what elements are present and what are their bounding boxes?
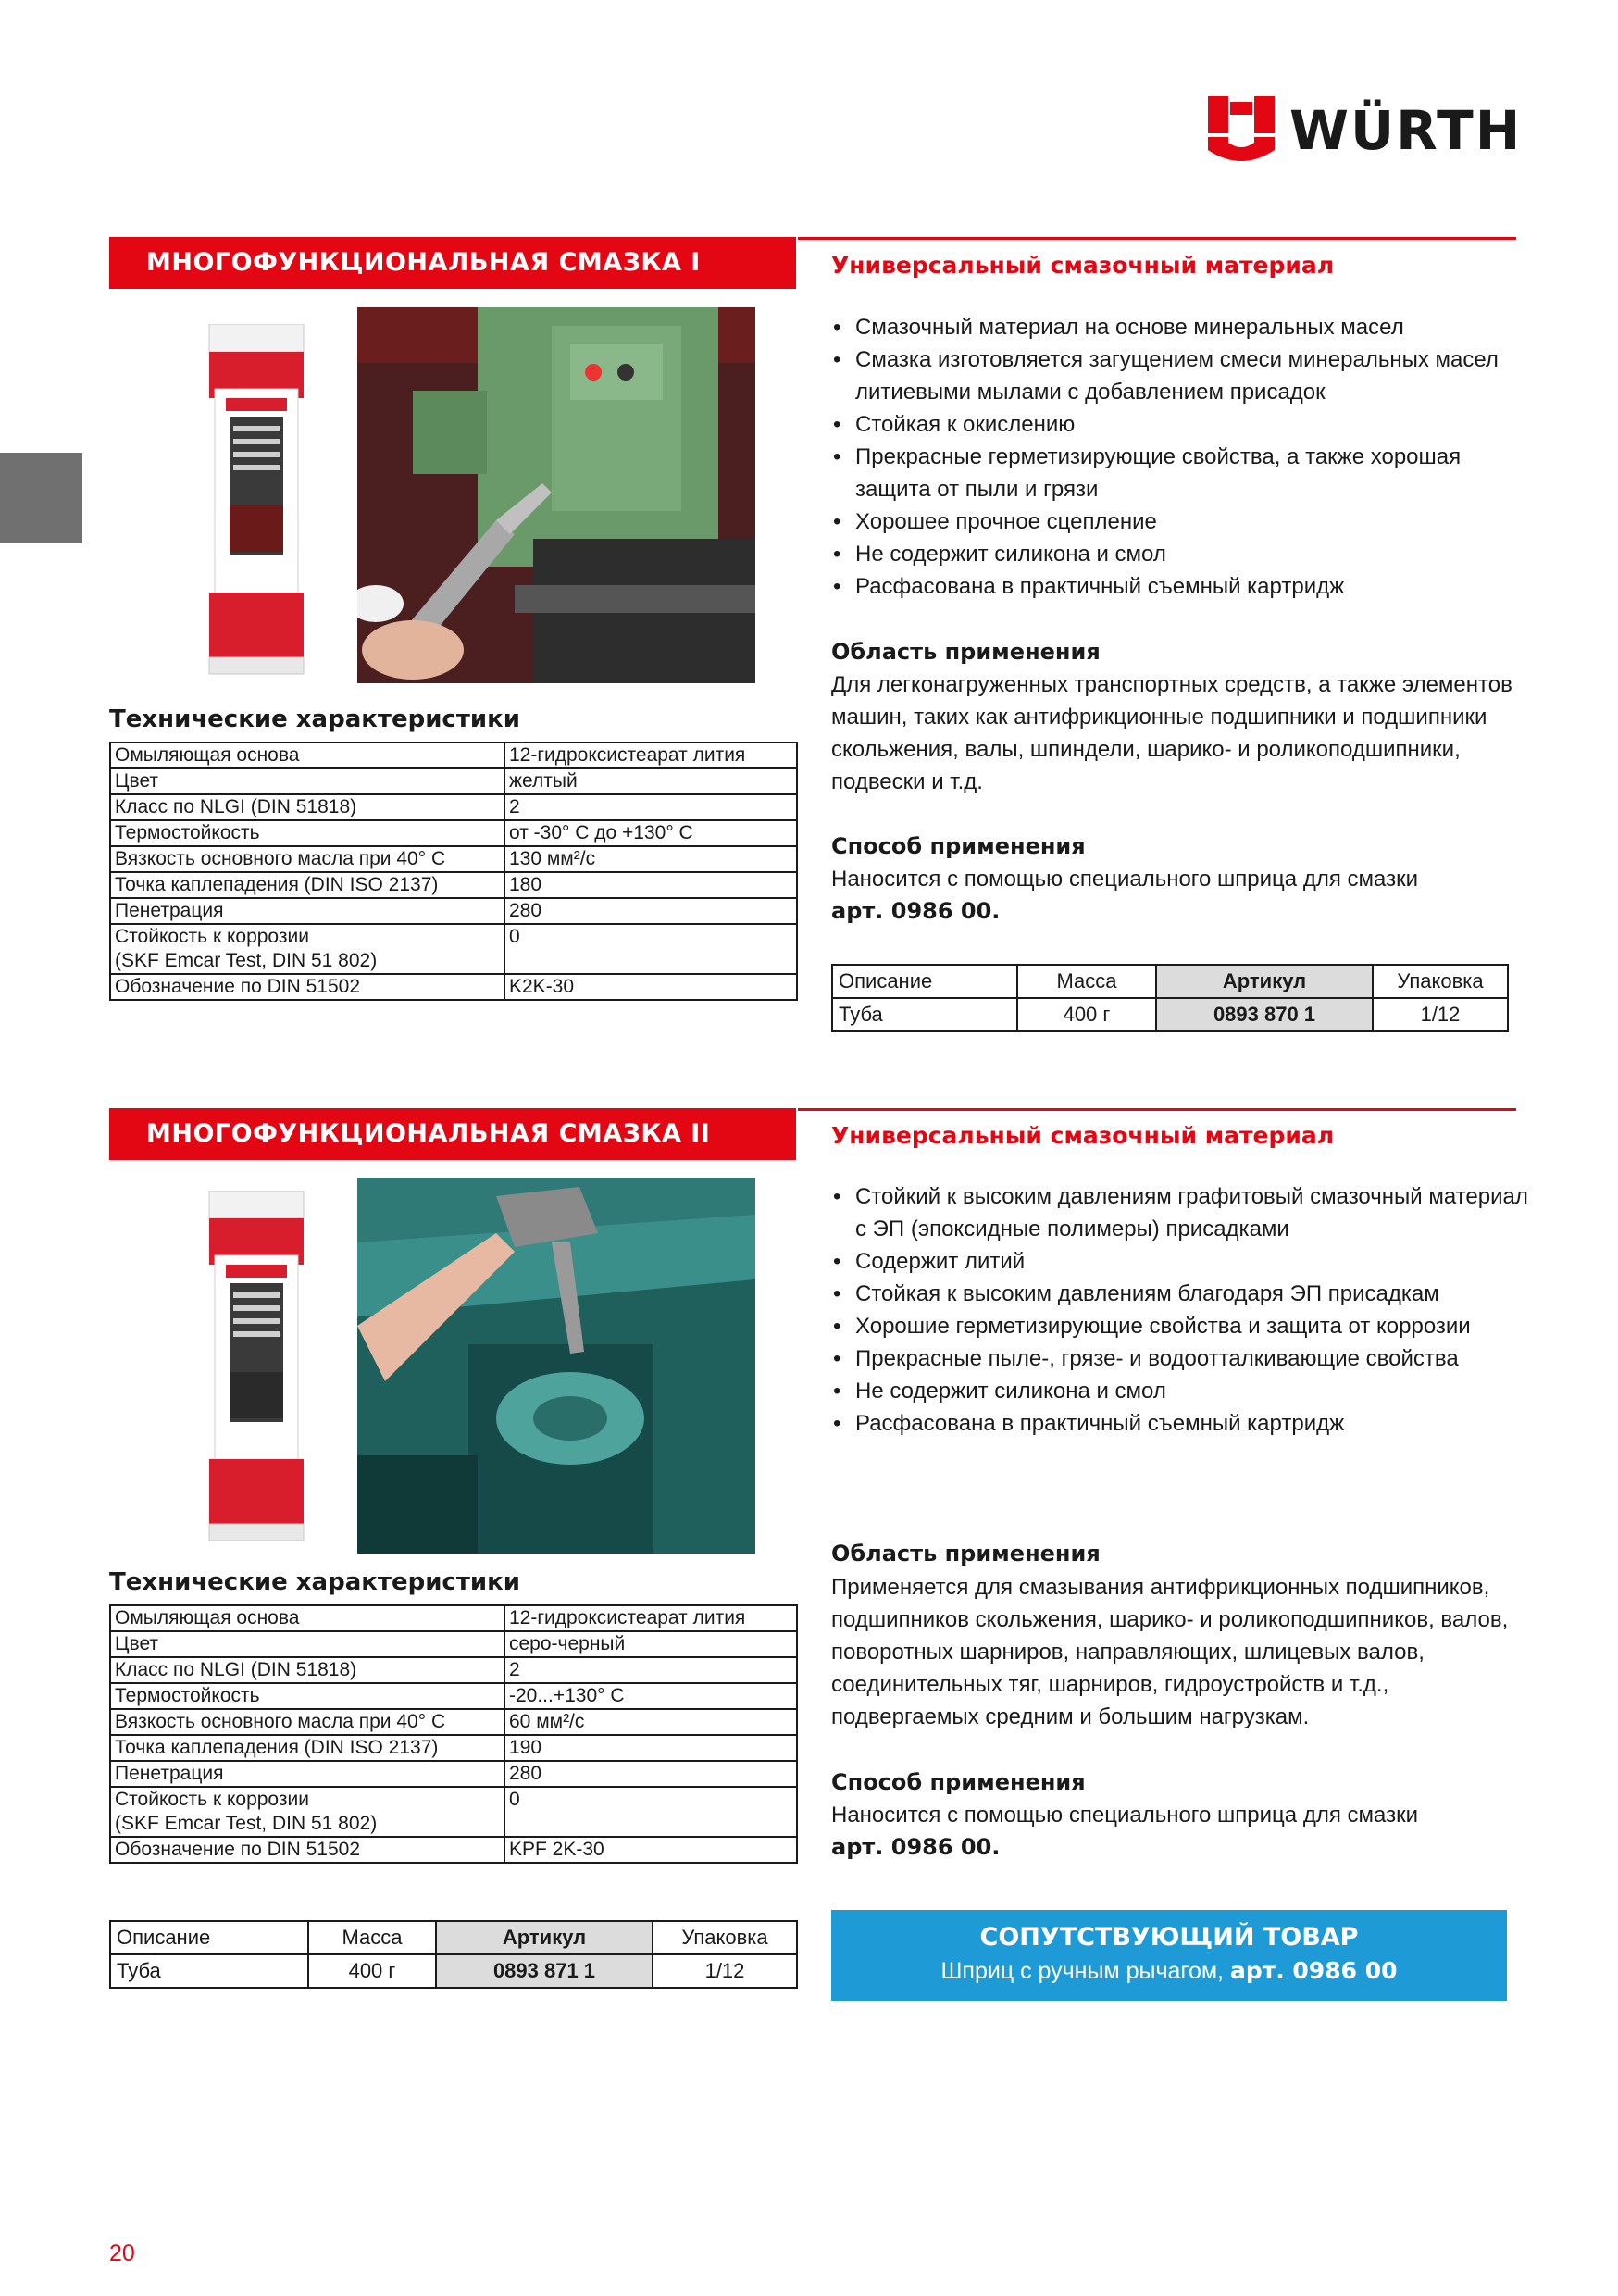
list-item: • Смазочный материал на основе минеральных масел <box>831 311 1535 343</box>
list-item: • Смазка изготовляется загущением смеси минеральных масел литиевыми мылами с добавлением присадок <box>831 343 1535 408</box>
list-item: • Расфасована в практичный съемный картридж <box>831 570 1535 603</box>
page-number: 20 <box>109 2240 135 2266</box>
order-article: 0893 871 1 <box>436 1954 653 1988</box>
order-header: Описание <box>832 965 1017 998</box>
spec-key: Обозначение по DIN 51502 <box>110 974 504 1000</box>
spec-key: Класс по NLGI (DIN 51818) <box>110 1657 504 1683</box>
spec-key: Пенетрация <box>110 898 504 924</box>
section2-features-list <box>831 1180 1535 1440</box>
spec-row <box>110 1657 797 1683</box>
list-item: • Прекрасные герметизирующие свойства, а также хорошая защита от пыли и грязи <box>831 441 1535 505</box>
section1-application-text: Для легконагруженных транспортных средств, а также элементов машин, таких как антифрикционные подшипники и подшипники скольжения, валы, шпиндели, шарико- и роликоподшипники, подвески и т.д. <box>831 672 1512 794</box>
spec-row <box>110 974 797 1000</box>
spec-row <box>110 1631 797 1657</box>
section1-title: МНОГОФУНКЦИОНАЛЬНАЯ СМАЗКА I <box>109 237 796 289</box>
spec-row <box>110 742 797 768</box>
wurth-logo <box>1208 96 1523 168</box>
list-item: • Содержит литий <box>831 1245 1535 1278</box>
spec-row <box>110 924 797 974</box>
order-header: Упаковка <box>1373 965 1508 998</box>
spec-row <box>110 1837 797 1863</box>
spec-key: Точка каплепадения (DIN ISO 2137) <box>110 1735 504 1761</box>
spec-row <box>110 768 797 794</box>
section2-rule <box>798 1108 1516 1111</box>
spec-value: 190 <box>504 1735 797 1761</box>
list-item: • Не содержит силикона и смол <box>831 538 1535 570</box>
spec-row <box>110 1787 797 1837</box>
order-header: Описание <box>110 1921 308 1954</box>
list-item: • Расфасована в практичный съемный картридж <box>831 1407 1535 1440</box>
order-header: Упаковка <box>653 1921 797 1954</box>
list-item: • Хорошие герметизирующие свойства и защита от коррозии <box>831 1310 1535 1342</box>
spec-value: 180 <box>504 872 797 898</box>
grease-tube-image <box>202 1191 311 1542</box>
spec-key: Термостойкость <box>110 820 504 846</box>
spec-key: Вязкость основного масла при 40° С <box>110 1709 504 1735</box>
spec-row <box>110 1683 797 1709</box>
order-cell: Туба <box>110 1954 308 1988</box>
list-item: • Не содержит силикона и смол <box>831 1375 1535 1407</box>
related-product-box <box>831 1910 1507 2001</box>
spec-row <box>110 820 797 846</box>
spec-key: Термостойкость <box>110 1683 504 1709</box>
spec-row <box>110 846 797 872</box>
spec-value: 12-гидроксистеарат лития <box>504 1605 797 1631</box>
order-cell: 400 г <box>308 1954 436 1988</box>
method-text: Наносится с помощью специального шприца для смазки <box>831 867 1418 892</box>
grease-tube-image <box>202 324 311 676</box>
related-text <box>831 1957 1507 1985</box>
method-article: арт. 0986 00. <box>831 1834 1001 1860</box>
related-description: Шприц с ручным рычагом, <box>940 1958 1224 1984</box>
list-item: • Стойкая к окислению <box>831 408 1535 441</box>
brand-name: WÜRTH <box>1289 99 1523 162</box>
section1-method-text <box>831 863 1535 928</box>
spec-key: Класс по NLGI (DIN 51818) <box>110 794 504 820</box>
order-header: Артикул <box>1156 965 1373 998</box>
spec-row <box>110 872 797 898</box>
order-header: Масса <box>308 1921 436 1954</box>
section2-application-heading: Область применения <box>831 1541 1101 1566</box>
table-row <box>832 998 1508 1031</box>
order-header: Масса <box>1017 965 1156 998</box>
section2-order-table <box>109 1920 798 1989</box>
spec-key: Вязкость основного масла при 40° С <box>110 846 504 872</box>
grease-gun-machine-photo <box>357 1178 755 1554</box>
spec-value: 130 мм²/с <box>504 846 797 872</box>
spec-key: Цвет <box>110 1631 504 1657</box>
spec-value: 280 <box>504 898 797 924</box>
wurth-logo-mark-icon <box>1208 96 1275 163</box>
spec-value: серо-черный <box>504 1631 797 1657</box>
spec-row <box>110 1709 797 1735</box>
spec-key: Омыляющая основа <box>110 1605 504 1631</box>
order-cell: 1/12 <box>653 1954 797 1988</box>
section2-application-text: Применяется для смазывания антифрикционных подшипников, подшипников скольжения, шарико- и роликоподшипников, валов, поворотных шарниров, направляющих, шлицевых валов, соединительных тяг, шарниров, гидроустройств и т.д., подвергаемых средним и большим нагрузкам. <box>831 1575 1509 1729</box>
section2-subtitle: Универсальный смазочный материал <box>831 1122 1335 1149</box>
list-item: • Хорошее прочное сцепление <box>831 505 1535 538</box>
order-cell: 400 г <box>1017 998 1156 1031</box>
section2-method-text <box>831 1799 1535 1864</box>
side-tab <box>0 453 82 543</box>
spec-value: 280 <box>504 1761 797 1787</box>
section2-method-heading: Способ применения <box>831 1769 1086 1795</box>
section2-title: МНОГОФУНКЦИОНАЛЬНАЯ СМАЗКА II <box>109 1108 796 1160</box>
order-cell: 1/12 <box>1373 998 1508 1031</box>
method-text: Наносится с помощью специального шприца для смазки <box>831 1803 1418 1828</box>
spec-row <box>110 794 797 820</box>
list-item: • Стойкая к высоким давлениям благодаря ЭП присадкам <box>831 1278 1535 1310</box>
list-item: • Прекрасные пыле-, грязе- и водоотталкивающие свойства <box>831 1342 1535 1375</box>
order-article: 0893 870 1 <box>1156 998 1373 1031</box>
section1-method-heading: Способ применения <box>831 833 1086 859</box>
spec-value: 12-гидроксистеарат лития <box>504 742 797 768</box>
spec-value: 2 <box>504 794 797 820</box>
spec-row <box>110 898 797 924</box>
spec-value: K2K-30 <box>504 974 797 1000</box>
spec-value: 0 <box>504 1787 797 1837</box>
spec-key: Стойкость к коррозии (SKF Emcar Test, DIN 51 802) <box>110 1787 504 1837</box>
table-header-row <box>110 1921 797 1954</box>
section1-rule <box>798 237 1516 240</box>
spec-row <box>110 1735 797 1761</box>
related-article: арт. 0986 00 <box>1229 1957 1398 1984</box>
spec-value: 60 мм²/с <box>504 1709 797 1735</box>
section1-order-table <box>831 964 1509 1032</box>
spec-key: Стойкость к коррозии (SKF Emcar Test, DIN 51 802) <box>110 924 504 974</box>
spec-row <box>110 1605 797 1631</box>
related-heading: СОПУТСТВУЮЩИЙ ТОВАР <box>979 1923 1359 1952</box>
section1-subtitle: Универсальный смазочный материал <box>831 252 1335 279</box>
spec-key: Пенетрация <box>110 1761 504 1787</box>
section1-application-heading: Область применения <box>831 639 1101 665</box>
spec-key: Цвет <box>110 768 504 794</box>
spec-value: от -30° С до +130° С <box>504 820 797 846</box>
spec-value: 2 <box>504 1657 797 1683</box>
table-header-row <box>832 965 1508 998</box>
spec-key: Точка каплепадения (DIN ISO 2137) <box>110 872 504 898</box>
spec-value: KPF 2K-30 <box>504 1837 797 1863</box>
method-article: арт. 0986 00. <box>831 898 1001 924</box>
section1-specs-title: Технические характеристики <box>109 705 520 733</box>
section1-features-list <box>831 311 1535 603</box>
section2-specs-table <box>109 1604 798 1864</box>
spec-value: -20...+130° С <box>504 1683 797 1709</box>
section1-specs-table <box>109 742 798 1001</box>
list-item: • Стойкий к высоким давлениям графитовый смазочный материал с ЭП (эпоксидные полимеры) присадками <box>831 1180 1535 1245</box>
grease-gun-machine-photo <box>357 307 755 683</box>
order-cell: Туба <box>832 998 1017 1031</box>
spec-value: 0 <box>504 924 797 974</box>
order-header: Артикул <box>436 1921 653 1954</box>
section2-specs-title: Технические характеристики <box>109 1568 520 1596</box>
spec-value: желтый <box>504 768 797 794</box>
spec-key: Омыляющая основа <box>110 742 504 768</box>
table-row <box>110 1954 797 1988</box>
spec-key: Обозначение по DIN 51502 <box>110 1837 504 1863</box>
spec-row <box>110 1761 797 1787</box>
